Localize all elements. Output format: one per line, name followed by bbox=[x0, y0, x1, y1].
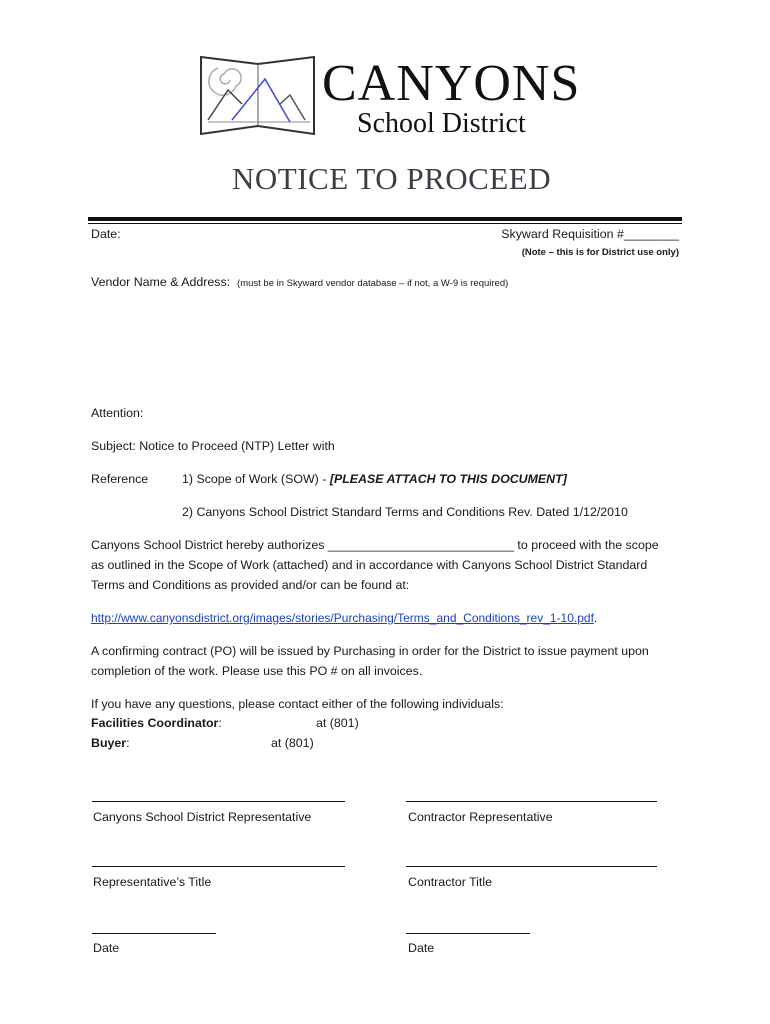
colon: : bbox=[126, 736, 130, 750]
terms-link[interactable]: http://www.canyonsdistrict.org/images/stories/Purchasing/Terms_and_Conditions_rev_1-10.pdf bbox=[91, 611, 594, 625]
authorization-line-1: Canyons School District hereby authorizes ___________________________ to proceed with the scope bbox=[91, 538, 659, 552]
attention-label: Attention: bbox=[91, 406, 144, 420]
vendor-note: (must be in Skyward vendor database – if not, a W-9 is required) bbox=[237, 278, 509, 289]
reference-2: 2) Canyons School District Standard Terms and Conditions Rev. Dated 1/12/2010 bbox=[182, 505, 628, 519]
buyer-label: Buyer bbox=[91, 736, 127, 750]
buyer-phone: at (801) bbox=[271, 736, 314, 750]
subject-line: Subject: Notice to Proceed (NTP) Letter with bbox=[91, 439, 335, 453]
district-rep-label: Canyons School District Representative bbox=[93, 810, 312, 824]
header-rule-thick bbox=[88, 217, 682, 221]
date-right-label: Date bbox=[408, 941, 435, 955]
contractor-rep-label: Contractor Representative bbox=[408, 810, 553, 824]
requisition-field: Skyward Requisition #________ bbox=[501, 227, 679, 241]
signature-line bbox=[92, 933, 216, 934]
authorization-line-3: Terms and Conditions as provided and/or can be found at: bbox=[91, 578, 410, 592]
rep-title-label: Representative’s Title bbox=[93, 875, 212, 889]
page-title: NOTICE TO PROCEED bbox=[232, 161, 552, 196]
header-rule-thin bbox=[88, 223, 682, 224]
facilities-phone: at (801) bbox=[316, 716, 359, 730]
logo-name: CANYONS bbox=[322, 55, 581, 112]
signature-line bbox=[406, 801, 657, 802]
date-label: Date: bbox=[91, 227, 121, 241]
vendor-label: Vendor Name & Address: bbox=[91, 275, 231, 289]
reference-label: Reference bbox=[91, 472, 149, 486]
po-line-2: completion of the work. Please use this PO # on all invoices. bbox=[91, 664, 423, 678]
questions-line: If you have any questions, please contact either of the following individuals: bbox=[91, 697, 504, 711]
reference-1-emphasis: [PLEASE ATTACH TO THIS DOCUMENT] bbox=[329, 472, 567, 486]
logo-subtitle: School District bbox=[357, 108, 526, 139]
po-line-1: A confirming contract (PO) will be issued by Purchasing in order for the District to issue payment upon bbox=[91, 644, 649, 658]
link-period: . bbox=[593, 611, 598, 625]
date-left-label: Date bbox=[93, 941, 120, 955]
requisition-note: (Note – this is for District use only) bbox=[521, 247, 679, 258]
signature-line bbox=[406, 933, 530, 934]
facilities-label: Facilities Coordinator bbox=[91, 716, 219, 730]
signature-line bbox=[92, 866, 345, 867]
canyons-logo-icon bbox=[198, 52, 320, 142]
contractor-title-label: Contractor Title bbox=[408, 875, 493, 889]
signature-line bbox=[406, 866, 657, 867]
signature-line bbox=[92, 801, 345, 802]
colon: : bbox=[218, 716, 222, 730]
authorization-line-2: as outlined in the Scope of Work (attached) and in accordance with Canyons School District Standard bbox=[91, 558, 648, 572]
reference-1: 1) Scope of Work (SOW) - bbox=[182, 472, 330, 486]
